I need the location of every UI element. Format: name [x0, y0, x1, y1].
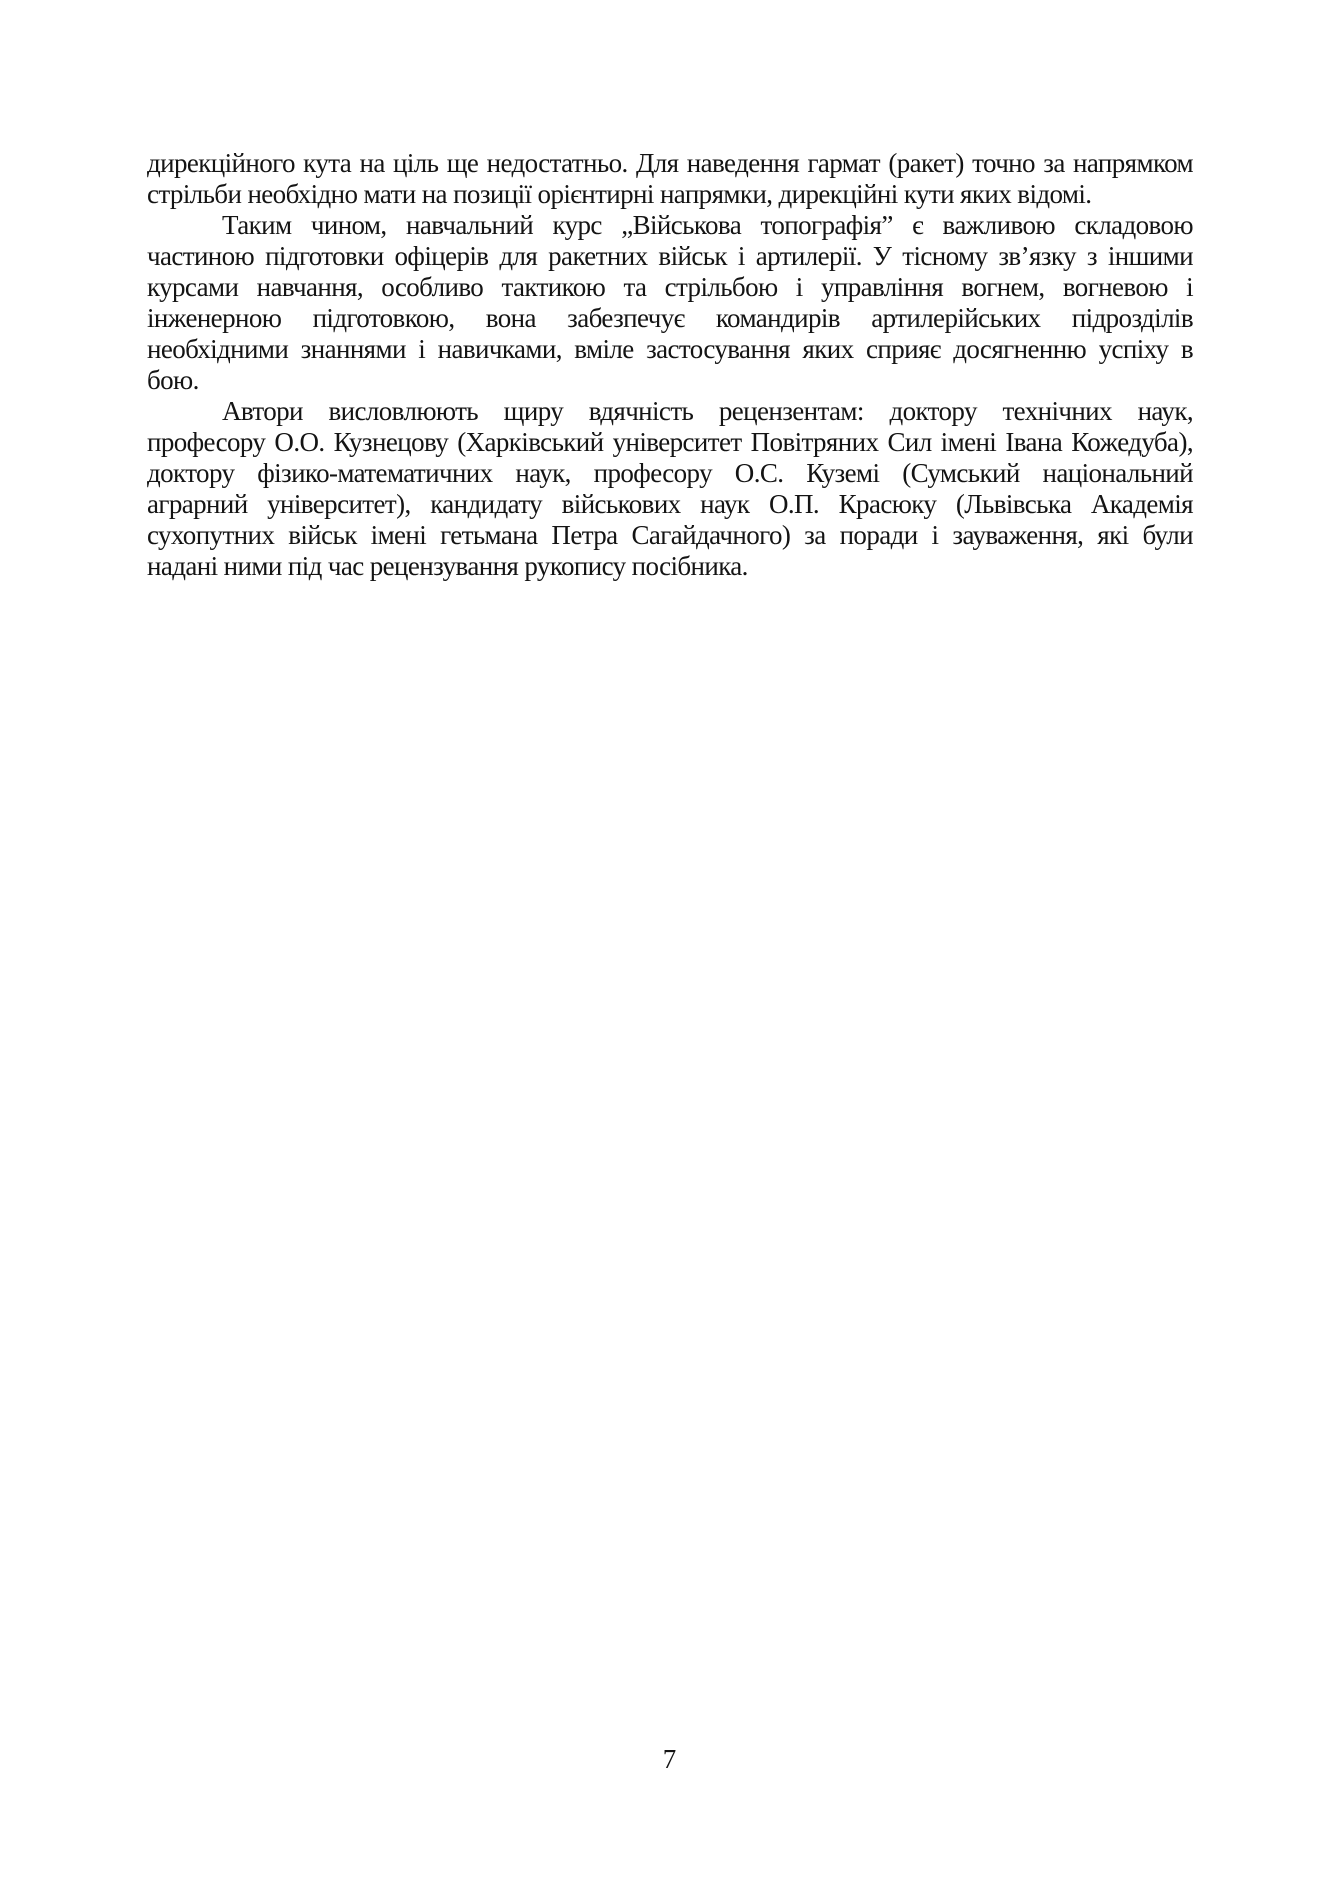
text-line: аграрний університет), кандидату військових наук О.П. Красюку (Львівська Академія: [147, 489, 1193, 519]
text-line: Автори висловлюють щиру вдячність рецензентам: доктору технічних наук,: [222, 396, 1193, 426]
page-number: 7: [662, 1744, 677, 1774]
text-line: інженерною підготовкою, вона забезпечує командирів артилерійських підрозділів: [147, 303, 1193, 333]
paragraph-continuation: [147, 148, 1193, 210]
text-line: курсами навчання, особливо тактикою та стрільбою і управління вогнем, вогневою і: [147, 272, 1193, 302]
text-line: Таким чином, навчальний курс „Військова топографія” є важливою складовою: [222, 210, 1193, 240]
text-line: надані ними під час рецензування рукопису посібника.: [147, 551, 748, 581]
text-block: [147, 148, 1193, 582]
text-line: стрільби необхідно мати на позиції орієнтирні напрямки, дирекційні кути яких відомі.: [147, 179, 1092, 209]
text-line: частиною підготовки офіцерів для ракетних військ і артилерії. У тісному зв’язку з іншими: [147, 241, 1193, 271]
text-line: бою.: [147, 365, 199, 395]
text-line: професору О.О. Кузнецову (Харківський університет Повітряних Сил імені Івана Кожедуба),: [147, 427, 1193, 457]
paragraph-course-summary: [147, 210, 1193, 396]
text-line: доктору фізико-математичних наук, професору О.С. Куземі (Сумський національний: [147, 458, 1193, 488]
text-line: сухопутних військ імені гетьмана Петра Сагайдачного) за поради і зауваження, які були: [147, 520, 1193, 550]
text-line: дирекційного кута на ціль ще недостатньо. Для наведення гармат (ракет) точно за напрямком: [147, 148, 1193, 178]
text-line: необхідними знаннями і навичками, вміле застосування яких сприяє досягненню успіху в: [147, 334, 1193, 364]
paragraph-acknowledgements: [147, 396, 1193, 582]
